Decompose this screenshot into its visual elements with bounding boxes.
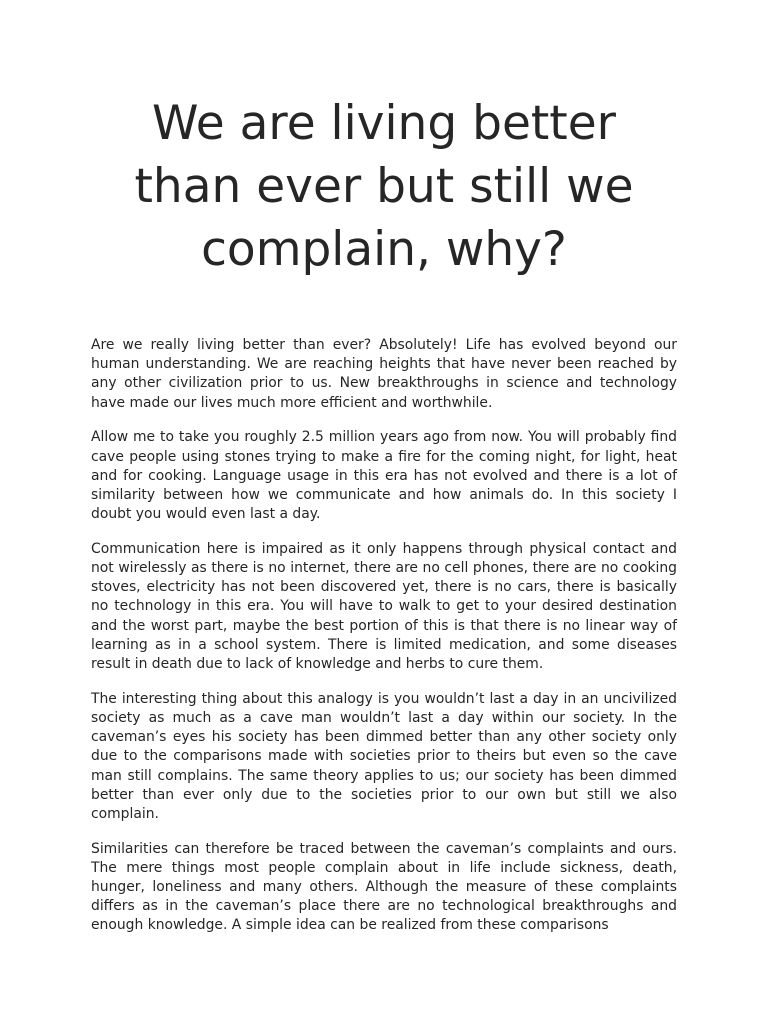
paragraph-5: Similarities can therefore be traced between the caveman’s complaints and ours. The mere things most people complain about in life include sickness, death, hunger, loneliness and many others. Although the measure of these complaints differs as in the caveman’s place there are no technological breakthroughs and enough knowledge. A simple idea can be realized from these comparisons [91,840,677,934]
document-body [91,336,677,951]
document-title: We are living better than ever but still we complain, why? [134,96,634,277]
paragraph-3: Communication here is impaired as it only happens through physical contact and not wirelessly as there is no internet, there are no cell phones, there are no cooking stoves, electricity has not been discovered yet, there is no cars, there is basically no technology in this era. You will have to walk to get to your desired destination and the worst part, maybe the best portion of this is that there is no linear way of learning as in a school system. There is limited medication, and some diseases result in death due to lack of knowledge and herbs to cure them. [91,540,677,673]
paragraph-2: Allow me to take you roughly 2.5 million years ago from now. You will probably find cave people using stones trying to make a fire for the coming night, for light, heat and for cooking. Language usage in this era has not evolved and there is a lot of similarity between how we communicate and how animals do. In this society I doubt you would even last a day. [91,429,677,523]
paragraph-4: The interesting thing about this analogy is you wouldn’t last a day in an uncivilized society as much as a cave man wouldn’t last a day within our society. In the caveman’s eyes his society has been dimmed better than any other society only due to the comparisons made with societies prior to theirs but even so the cave man still complains. The same theory applies to us; our society has been dimmed better than ever only due to the societies prior to our own but still we also complain. [91,690,677,822]
paragraph-1: Are we really living better than ever? Absolutely! Life has evolved beyond our human understanding. We are reaching heights that have never been reached by any other civilization prior to us. New breakthroughs in science and technology have made our lives much more efficient and worthwhile. [91,337,677,411]
